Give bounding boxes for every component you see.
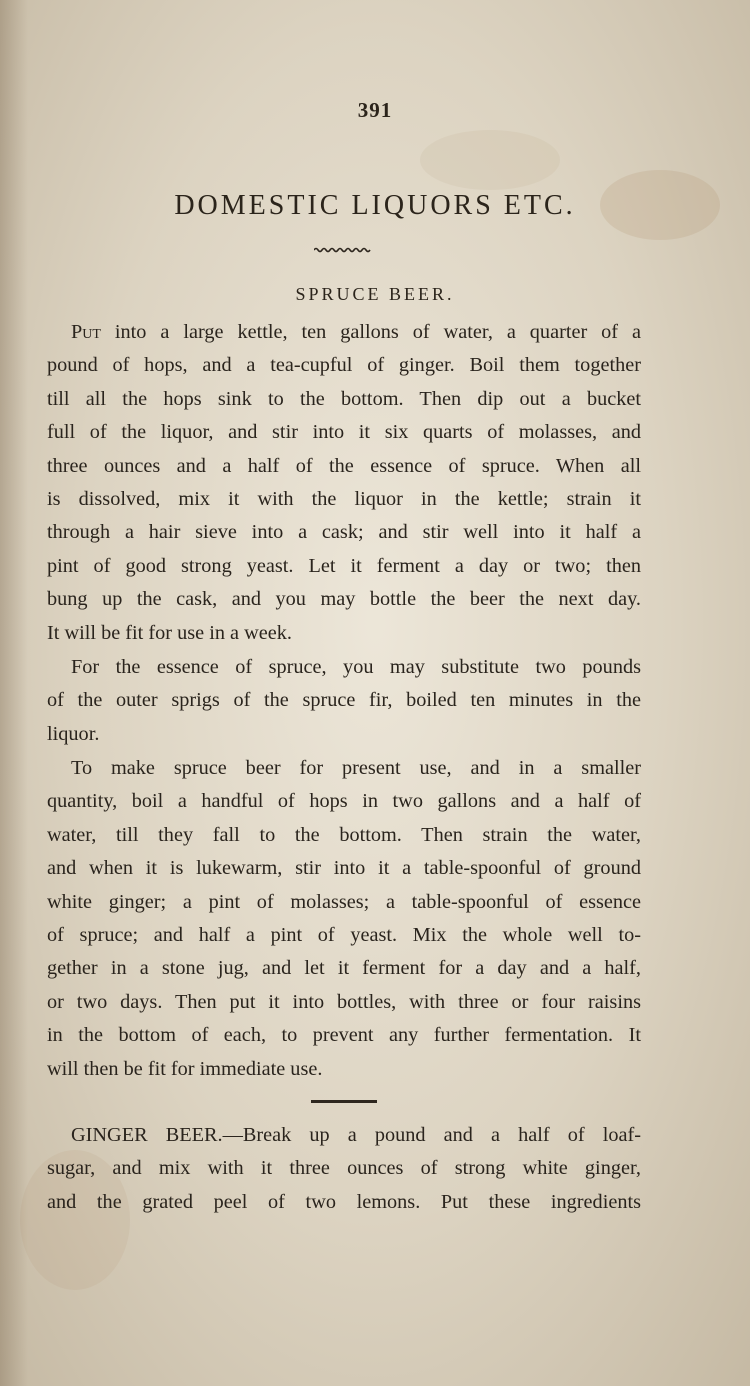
- chapter-title: DOMESTIC LIQUORS ETC.: [174, 190, 576, 221]
- text-line: sugar, and mix with it three ounces of strong white ginger,: [47, 1157, 641, 1180]
- text-line: It will be fit for use in a week.: [47, 621, 292, 644]
- text-line: full of the liquor, and stir into it six quarts of molasses, and: [47, 421, 641, 444]
- text-line: For the essence of spruce, you may substitute two pounds: [71, 656, 641, 678]
- text-line: bung up the cask, and you may bottle the beer the next day.: [47, 588, 641, 611]
- text-line: water, till they fall to the bottom. Then strain the water,: [47, 823, 641, 846]
- text-line: [47, 1119, 641, 1152]
- text-line: gether in a stone jug, and let it ferment for a day and a half,: [47, 957, 641, 980]
- text-line: liquor.: [47, 722, 100, 745]
- text-line-content: —Break up a pound and a half of loaf-: [222, 1124, 641, 1146]
- paper-stain: [420, 130, 560, 190]
- ginger-beer-heading: GINGER BEER.: [71, 1124, 223, 1146]
- text-line: white ginger; a pint of molasses; a table-spoonful of essence: [47, 890, 641, 913]
- section-divider: [311, 1100, 377, 1103]
- page-number: 391: [357, 98, 393, 122]
- text-line: To make spruce beer for present use, and in a smaller: [71, 757, 641, 779]
- section-heading-spruce-beer: SPRUCE BEER.: [295, 284, 455, 304]
- text-line: three ounces and a half of the essence of spruce. When all: [47, 454, 641, 477]
- text-line: of spruce; and half a pint of yeast. Mix the whole well to-: [47, 923, 641, 946]
- paragraph-ginger-beer: [47, 1119, 641, 1219]
- text-line: quantity, boil a handful of hops in two gallons and a half of: [47, 790, 641, 813]
- text-line: is dissolved, mix it with the liquor in the kettle; strain it: [47, 487, 641, 510]
- text-line: will then be fit for immediate use.: [47, 1057, 323, 1080]
- text-line: pound of hops, and a tea-cupful of ginger. Boil them together: [47, 354, 641, 377]
- text-line: of the outer sprigs of the spruce fir, boiled ten minutes in the: [47, 689, 641, 712]
- text-line: pint of good strong yeast. Let it ferment a day or two; then: [47, 554, 641, 577]
- text-line: [47, 316, 641, 349]
- text-line: in the bottom of each, to prevent any further fermentation. It: [47, 1024, 641, 1047]
- text-line: or two days. Then put it into bottles, with three or four raisins: [47, 990, 641, 1013]
- wavy-rule-ornament: [314, 247, 372, 253]
- text-line: through a hair sieve into a cask; and stir well into it half a: [47, 521, 641, 544]
- text-line: and the grated peel of two lemons. Put these ingredients: [47, 1190, 641, 1213]
- paragraph-spruce-beer-recipe: [47, 316, 641, 650]
- text-line: and when it is lukewarm, stir into it a table-spoonful of ground: [47, 857, 641, 880]
- paragraph-spruce-essence: [47, 651, 641, 751]
- text-line-content: into a large kettle, ten gallons of water, a quarter of a: [100, 321, 641, 343]
- lead-word: Put: [71, 321, 101, 343]
- paragraph-present-use: [47, 752, 641, 1086]
- text-line: till all the hops sink to the bottom. Then dip out a bucket: [47, 387, 641, 410]
